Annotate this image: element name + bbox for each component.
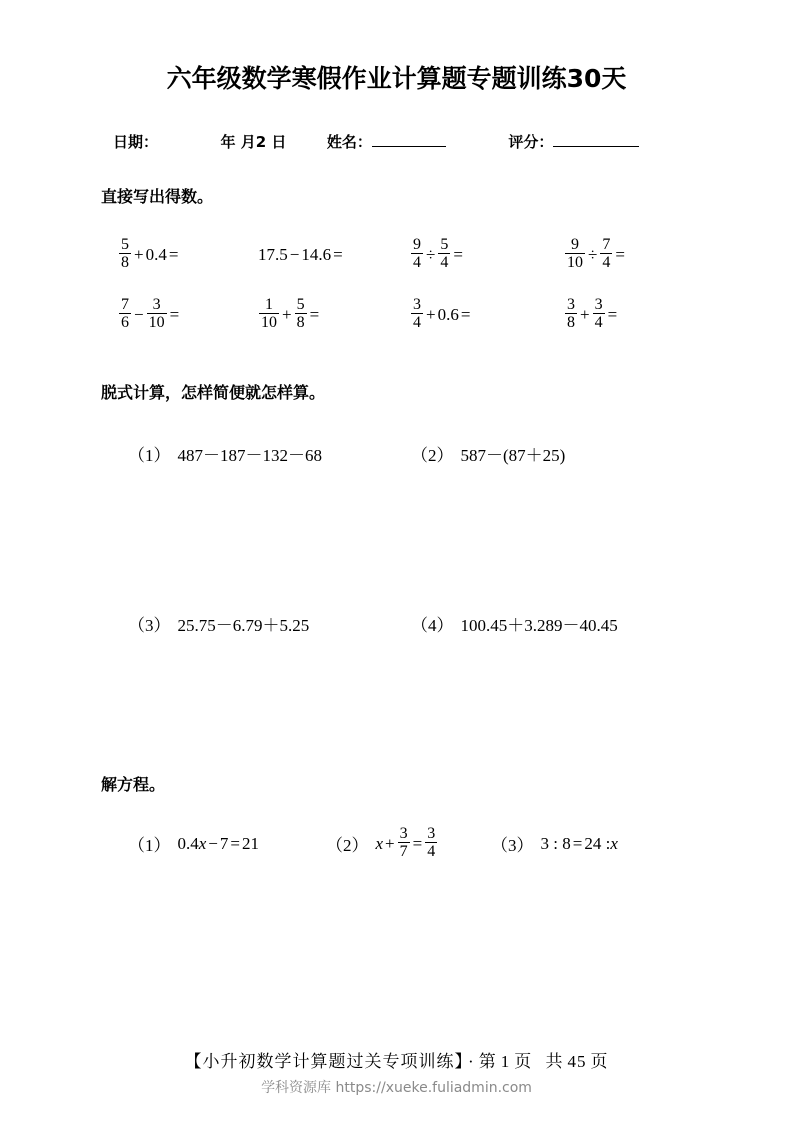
fraction [565,236,585,272]
fraction [147,296,167,332]
fraction-numerator: 5 [296,295,305,313]
math-operator: = [460,304,471,324]
oral-problem-row [0,228,793,280]
oral-problem[interactable] [118,228,268,280]
fraction [593,296,605,332]
problem-label: （1） [128,835,171,855]
math-term: x [375,833,384,853]
math-operator: = [572,834,583,854]
oral-problem[interactable] [410,288,560,340]
footer [0,1050,793,1074]
fraction-numerator: 7 [121,295,129,313]
fraction [411,296,423,332]
math-operator: = [309,304,320,324]
problem-label: （3） [128,615,171,635]
section-heading-written-calculation: 脱式计算，怎样简便就怎样算。 [101,383,326,402]
problem-expression: 587－(87＋25) [460,445,566,465]
math-operator: = [230,834,240,854]
equation-problem[interactable] [491,820,618,866]
problem-expression: 100.45＋3.289－40.45 [460,615,618,635]
fraction-denominator: 4 [427,843,436,860]
math-operator: ÷ [588,244,598,264]
math-operator: + [134,244,144,264]
fraction-denominator: 8 [567,314,575,331]
fraction-denominator: 10 [148,314,165,331]
fraction-denominator: 7 [399,843,408,860]
footer-separator: · [468,1052,475,1071]
math-operator: + [282,304,292,324]
equation-problem[interactable] [326,820,438,866]
footer-total-pages: 45 [567,1052,587,1071]
math-operator: = [453,244,463,264]
score-label: 评分： [508,133,554,151]
fraction-numerator: 3 [413,295,421,313]
math-operator: − [289,245,300,265]
written-problem-row [0,610,793,636]
section-heading-oral-calculation: 直接写出得数。 [101,187,214,206]
fraction [425,825,437,861]
math-term: x [198,834,207,854]
name-label: 姓名： [326,133,372,151]
math-operator: + [385,833,395,853]
page-title: 六年级数学寒假作业计算题专题训练30天 [166,64,627,93]
math-operator: = [168,244,179,264]
fraction-denominator: 8 [121,254,129,271]
fraction [259,296,279,332]
written-problem[interactable] [411,440,565,466]
written-problem[interactable] [128,440,322,466]
footer-series: 【小升初数学计算题过关专项训练】 [184,1052,465,1071]
fraction-denominator: 6 [121,314,129,331]
fraction-numerator: 3 [594,295,603,313]
footer-page-prefix: 第 [478,1052,497,1071]
math-operator: = [169,304,180,324]
problem-expression: 487－187－132－68 [177,445,322,465]
written-problem-row [0,440,793,466]
footer-total-prefix: 共 [545,1052,564,1071]
problem-expression: 25.75－6.79＋5.25 [177,615,310,635]
fraction [119,296,131,332]
info-line [113,131,713,157]
fraction-denominator: 4 [594,314,603,331]
fraction-numerator: 3 [152,295,161,313]
date-label: 日期： [113,133,159,151]
written-problem[interactable] [128,610,309,636]
problem-label: （3） [491,835,534,855]
watermark: 学科资源库 https://xueke.fuliadmin.com [261,1080,532,1096]
oral-problem[interactable] [258,288,408,340]
fraction-numerator: 3 [427,824,436,842]
fraction-denominator: 4 [602,254,611,271]
fraction-numerator: 5 [121,235,129,253]
written-problem[interactable] [411,610,618,636]
footer-total-unit: 页 [590,1052,609,1071]
fraction [600,236,612,272]
fraction-numerator: 9 [413,235,421,253]
math-operator: ÷ [426,244,436,264]
math-term: 0.4 [145,244,167,264]
math-operator: = [412,833,423,853]
math-operator: + [426,304,436,324]
math-operator: − [134,304,144,324]
fraction-denominator: 10 [567,254,583,271]
math-term: 0.4 [177,834,199,854]
fraction [398,825,410,861]
math-operator: = [615,244,625,264]
name-input-blank[interactable] [372,133,446,147]
math-operator: + [580,304,590,324]
score-input-blank[interactable] [553,133,639,147]
fraction-numerator: 3 [567,295,575,313]
footer-page-number: 1 [500,1052,511,1071]
math-term: 3 : 8 [540,834,571,854]
fraction-numerator: 7 [602,235,611,253]
math-operator: − [208,834,218,854]
problem-label: （2） [326,835,369,855]
fraction-denominator: 4 [413,314,421,331]
fraction [119,236,131,272]
spacer [532,1052,545,1071]
math-term: 21 [241,834,259,854]
oral-problem-row [0,288,793,340]
fraction-denominator: 8 [296,314,305,331]
fraction-numerator: 9 [571,235,579,253]
math-term: 0.6 [437,304,459,324]
problem-label: （4） [411,615,454,635]
section-heading-solve-equations: 解方程。 [101,775,166,794]
fraction-denominator: 10 [261,314,277,331]
oral-problem[interactable] [564,288,724,340]
oral-problem[interactable] [410,228,560,280]
fraction [565,296,577,332]
problem-label: （1） [128,445,171,465]
math-term: 24 : [584,834,611,854]
fraction [411,236,423,272]
fraction-numerator: 3 [399,824,408,842]
equation-problem[interactable] [128,820,259,866]
math-term: 14.6 [301,245,332,265]
math-operator: = [333,245,343,265]
fraction [438,236,450,272]
math-term: x [610,834,618,854]
fraction [295,296,307,332]
math-term: 7 [219,834,229,854]
oral-problem[interactable] [258,228,408,280]
problem-label: （2） [411,445,454,465]
math-operator: = [607,304,618,324]
equation-problem-row [0,820,793,866]
date-value[interactable]: 年 月2 日 [220,133,287,151]
fraction-denominator: 4 [413,254,421,271]
fraction-numerator: 1 [265,295,273,313]
fraction-numerator: 5 [440,235,449,253]
math-term: 17.5 [258,245,288,265]
oral-problem[interactable] [118,288,268,340]
oral-problem[interactable] [564,228,724,280]
footer-page-unit: 页 [514,1052,533,1071]
fraction-denominator: 4 [440,254,449,271]
